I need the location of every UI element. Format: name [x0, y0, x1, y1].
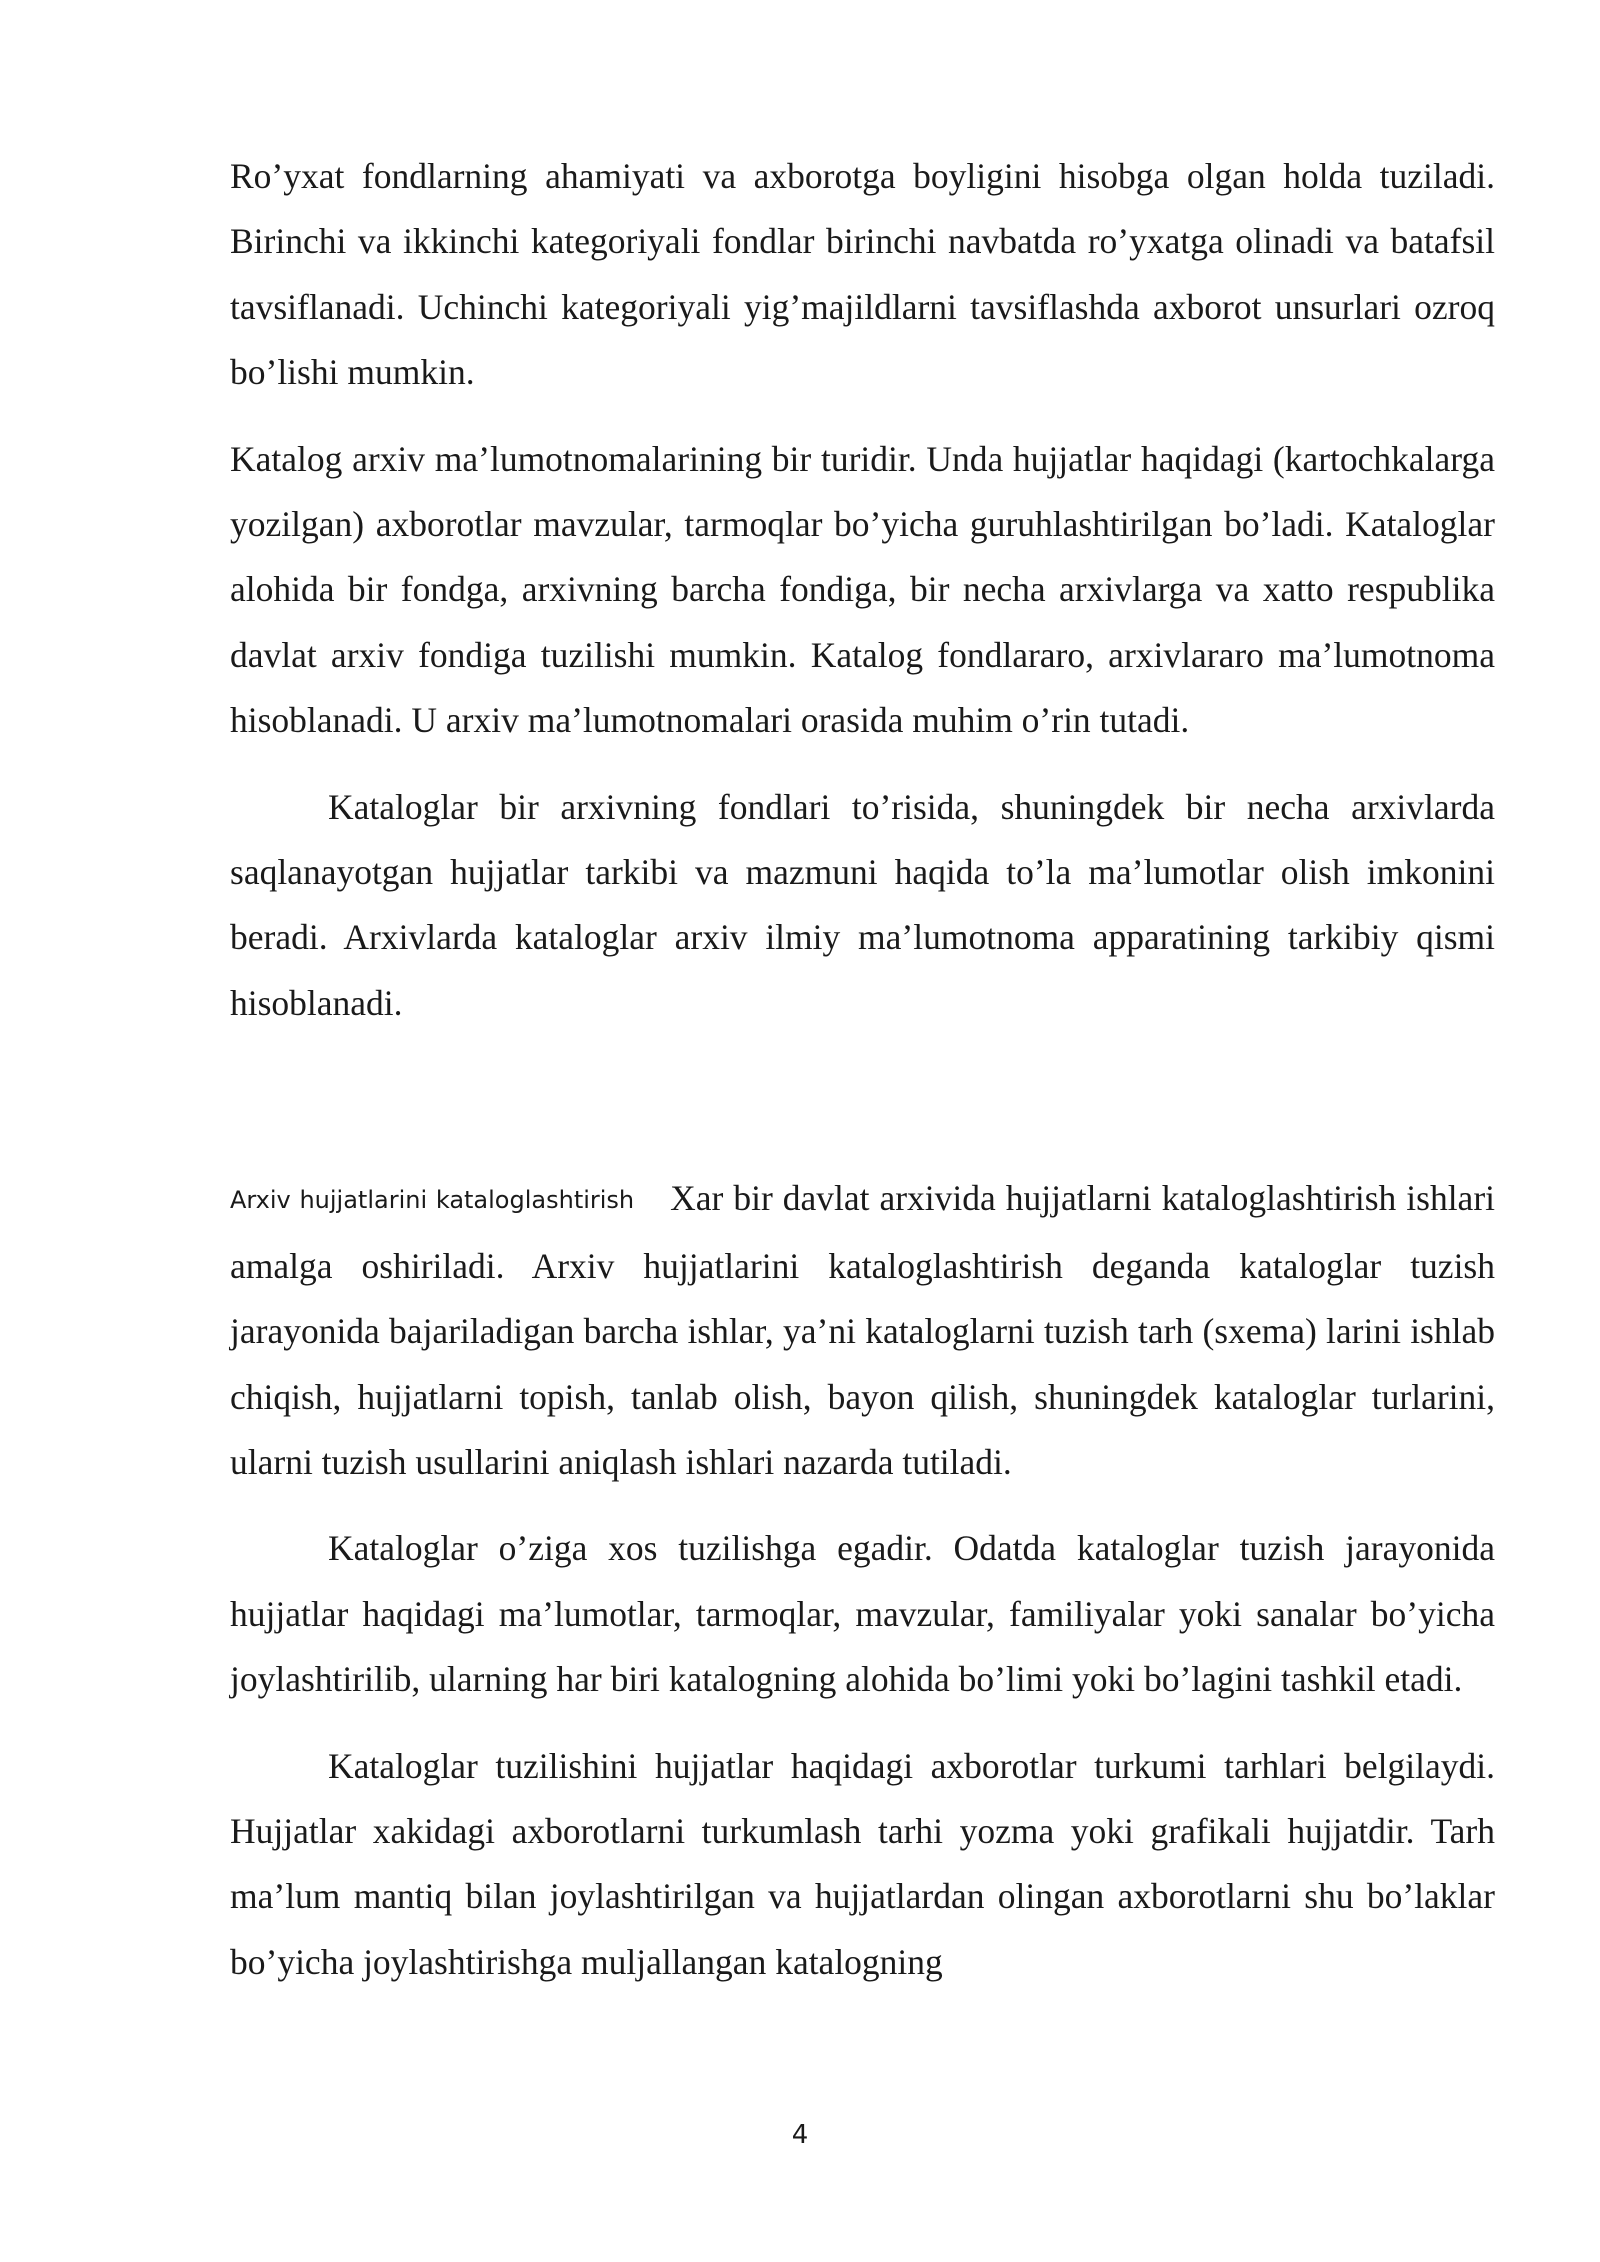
paragraph-katalog: Katalog arxiv ma’lumotnomalarining bir turidir. Unda hujjatlar haqidagi (kartochkalarga yozilgan) axborotlar mavzular, tarmoqlar bo’yicha guruhlashtirilgan bo’ladi. Kataloglar alohida bir fondga, arxivning barcha fondiga, bir necha arxivlarga va xatto respublika davlat arxiv fondiga tuzilishi mumkin. Katalog fondlararo, arxivlararo ma’lumotnoma hisoblanadi. U arxiv ma’lumotnomalari orasida muhim o’rin tutadi.: [230, 438, 1495, 741]
section-text: Xar bir davlat arxivida hujjatlarni kataloglashtirish ishlari amalga oshiriladi. Arxiv hujjatlarini kataloglashtirish deganda kataloglar tuzish jarayonida bajariladigan barcha ishlar, ya’ni kataloglarni tuzish tarh (sxema) larini ishlab chiqish, hujjatlarni topish, tanlab olish, bayon qilish, shuningdek kataloglar turlarini, ularni tuzish usullarini aniqlash ishlari nazarda tutiladi.: [230, 1178, 1495, 1482]
section-kataloglashtirish: [230, 1166, 1495, 1495]
section-heading: Arxiv hujjatlarini kataloglashtirish: [230, 1186, 635, 1215]
page-number: 4: [791, 2120, 809, 2150]
paragraph-kataloglar-tarhlari: Kataloglar tuzilishini hujjatlar haqidagi axborotlar turkumi tarhlari belgilaydi. Hujjatlar xakidagi axborotlarni turkumlash tarhi yozma yoki grafikali hujjatdir. Tarh ma’lum mantiq bilan joylashtirilgan va hujjatlardan olingan axborotlarni shu bo’laklar bo’yicha joylashtirishga muljallangan katalogning: [230, 1745, 1495, 1982]
page-body: [230, 144, 1495, 1995]
paragraph-kataloglar-fondlari: Kataloglar bir arxivning fondlari to’risida, shuningdek bir necha arxivlarda saqlanayotgan hujjatlar tarkibi va mazmuni haqida to’la ma’lumotlar olish imkonini beradi. Arxivlarda kataloglar arxiv ilmiy ma’lumotnoma apparatining tarkibiy qismi hisoblanadi.: [230, 786, 1495, 1023]
paragraph-royxat: Ro’yxat fondlarning ahamiyati va axborotga boyligini hisobga olgan holda tuziladi. Birinchi va ikkinchi kategoriyali fondlar birinchi navbatda ro’yxatga olinadi va batafsil tavsiflanadi. Uchinchi kategoriyali yig’majildlarni tavsiflashda axborot unsurlari ozroq bo’lishi mumkin.: [230, 156, 1495, 393]
paragraph-kataloglar-tuzilishi: Kataloglar o’ziga xos tuzilishga egadir. Odatda kataloglar tuzish jarayonida hujjatlar haqidagi ma’lumotlar, tarmoqlar, mavzular, familiyalar yoki sanalar bo’yicha joylashtirilib, ularning har biri katalogning alohida bo’limi yoki bo’lagini tashkil etadi.: [230, 1528, 1495, 1700]
